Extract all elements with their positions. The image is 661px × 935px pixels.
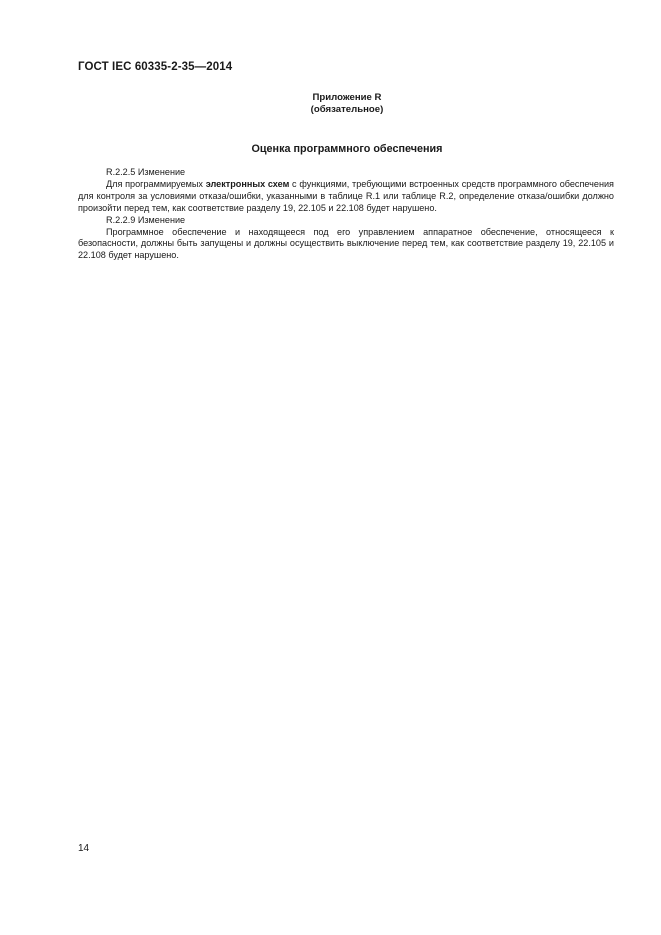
clause-paragraph: Программное обеспечение и находящееся под его управлением аппаратное обеспечение, относящееся к безопасности, должны быть запущены и должны осуществить выключение перед тем, как соответствие разделу 19, 22.105 и 22.108 будет нарушено. <box>78 226 614 261</box>
section-title: Оценка программного обеспечения <box>251 143 443 155</box>
document-body <box>78 167 614 262</box>
clause-paragraph <box>78 179 614 215</box>
clause-heading: R.2.2.9 Изменение <box>106 214 186 225</box>
clause-heading: R.2.2.5 Изменение <box>106 167 186 177</box>
standard-designation: ГОСТ IEC 60335-2-35—2014 <box>78 61 233 73</box>
page-number: 14 <box>78 843 90 854</box>
appendix-title: Приложение R <box>312 92 382 103</box>
clause-text: Для программируемых <box>106 178 206 189</box>
appendix-status: (обязательное) <box>310 104 384 115</box>
clause-text: с функциями, требующими встроенных средств программного обеспечения для контроля за условиями отказа/ошибки, указанными в таблице R.1 или таблице R.2, определение отказа/ошибки должно произойти перед тем, как соответствие разделу 19, 22.105 и 22.108 будет нарушено. <box>78 178 614 213</box>
appendix-heading <box>78 92 616 116</box>
clause-emphasis: электронных схем <box>205 178 290 189</box>
